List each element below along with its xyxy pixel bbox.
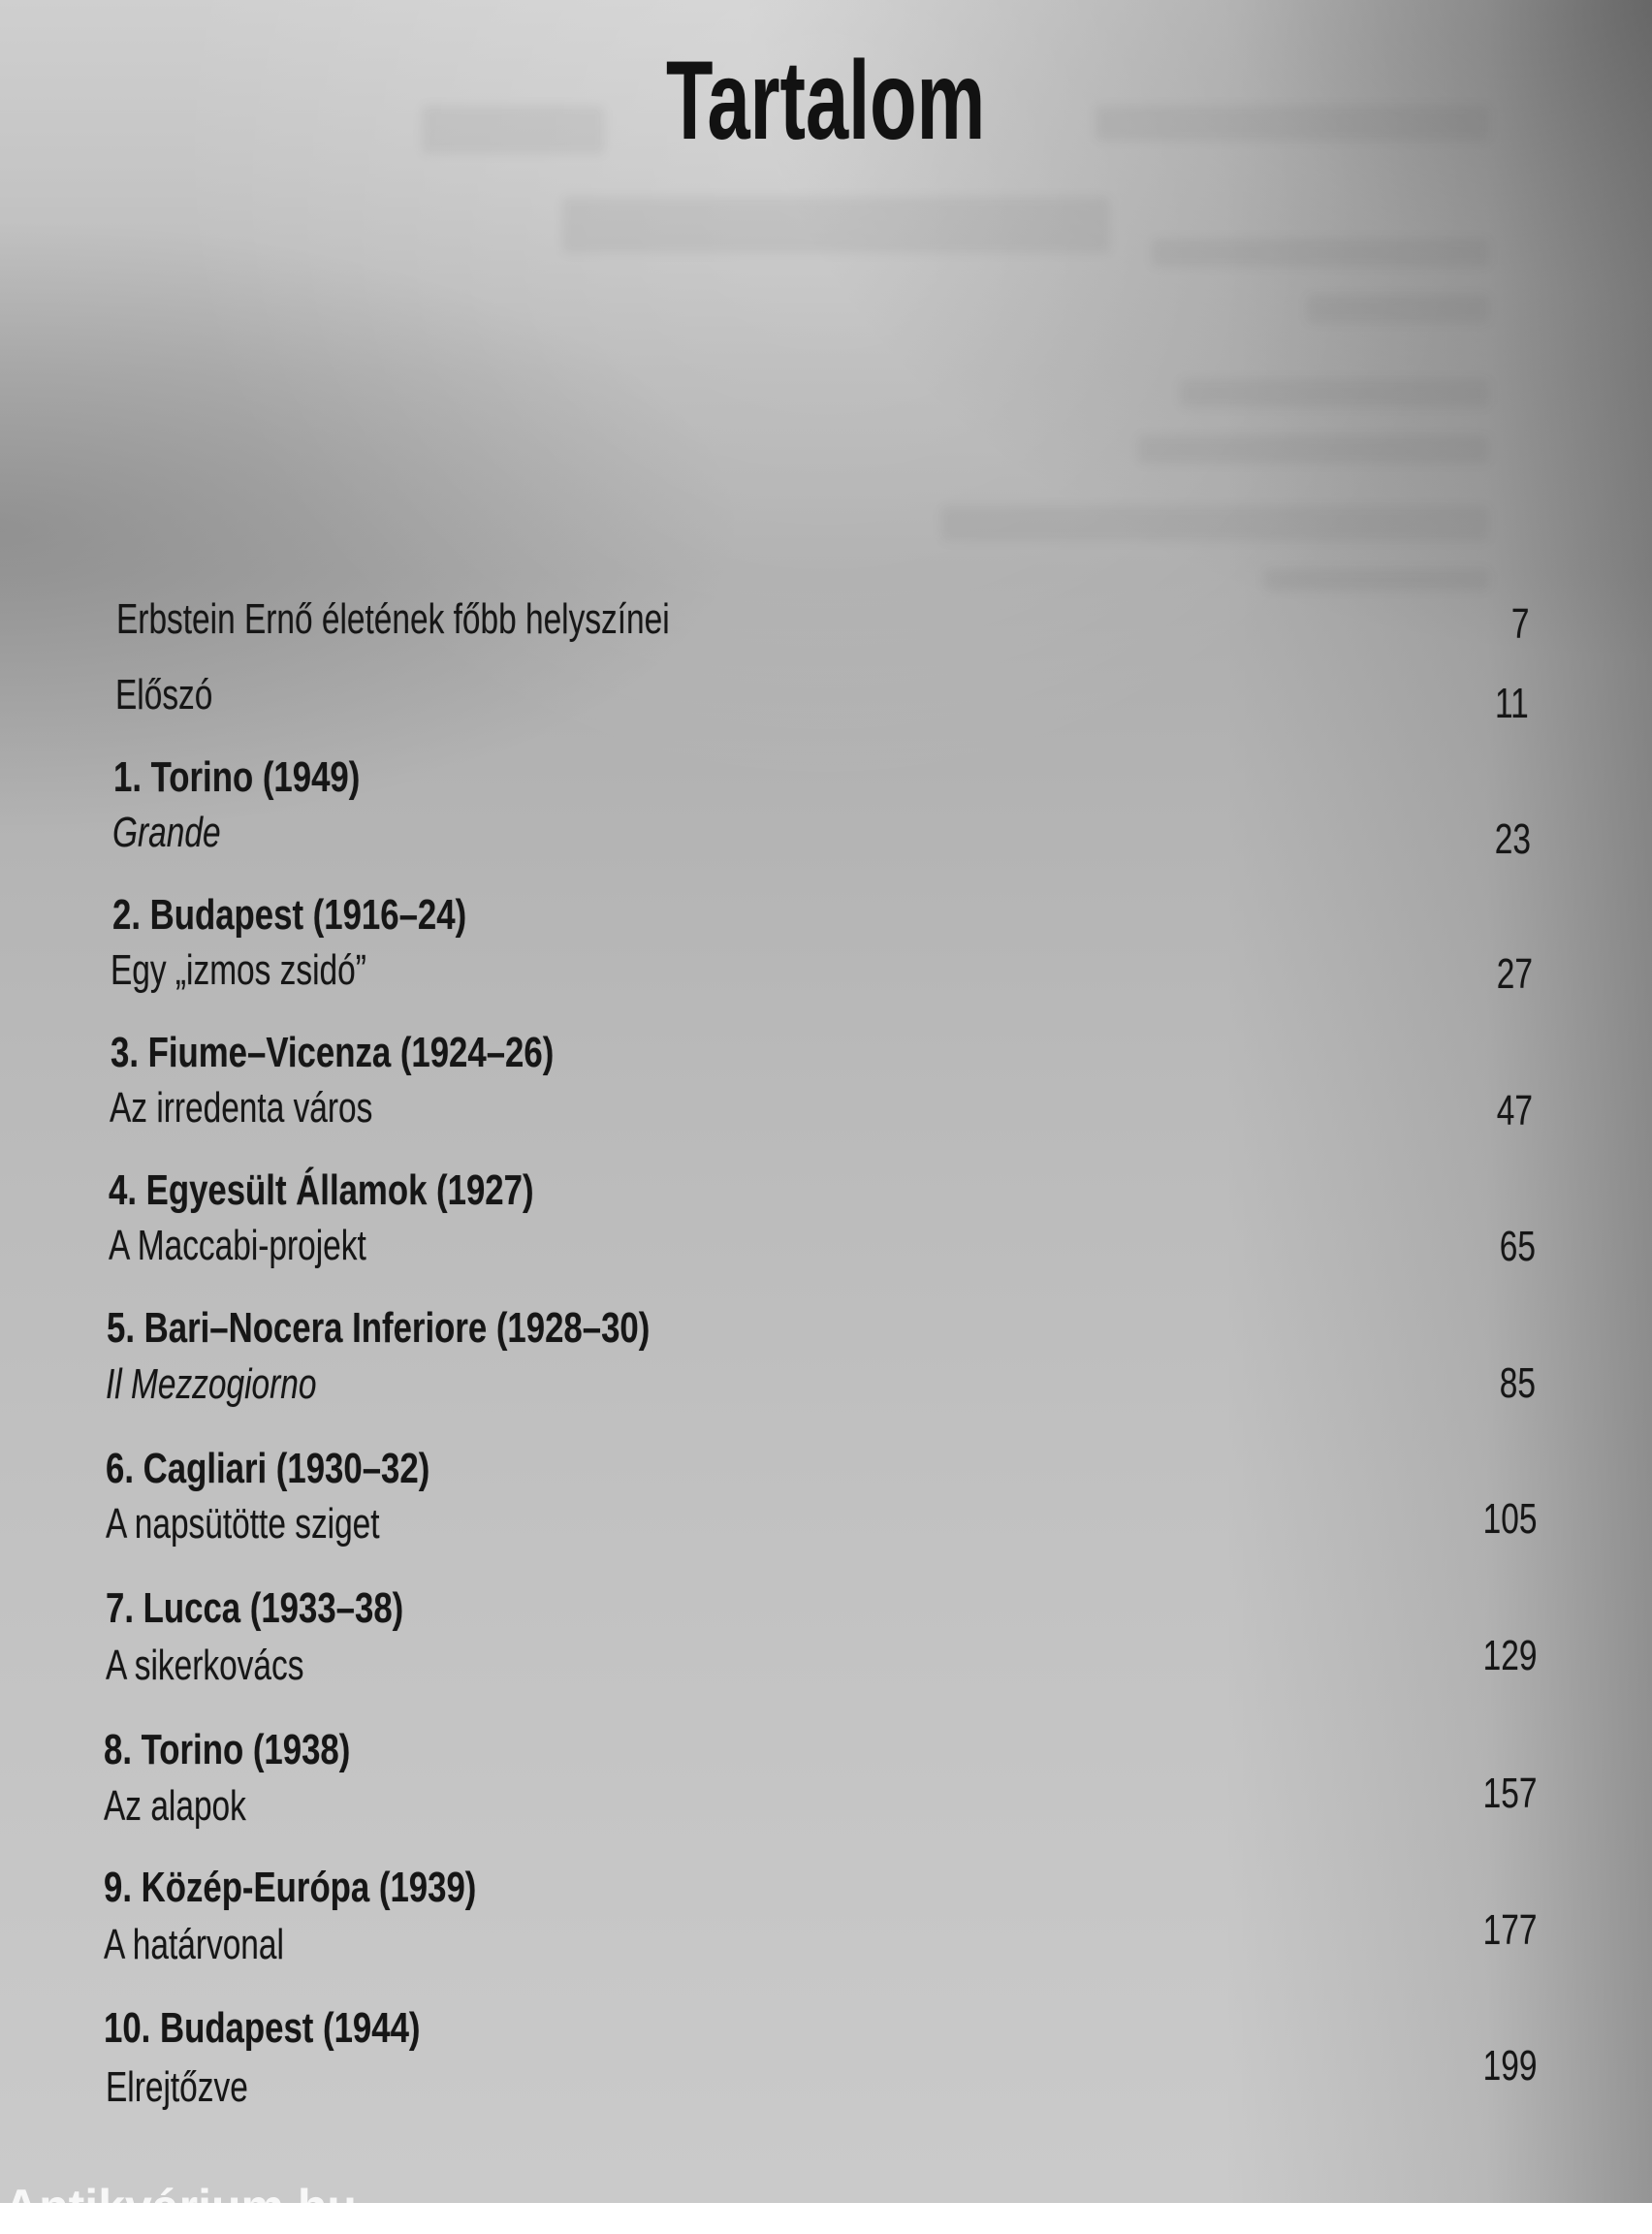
chapter-subtitle: Az alapok: [104, 1782, 246, 1830]
chapter-subtitle: A határvonal: [104, 1921, 284, 1968]
toc-entry: [97, 1444, 1551, 1549]
toc-entry: [97, 594, 1551, 650]
page-number: 129: [1482, 1632, 1537, 1679]
chapter-subtitle: Elrejtőzve: [106, 2063, 248, 2111]
page-number: 27: [1496, 950, 1533, 998]
toc-entry: [97, 1725, 1551, 1832]
chapter-subtitle: A sikerkovács: [106, 1642, 304, 1689]
chapter-subtitle: Az irredenta város: [110, 1084, 373, 1132]
toc-entry: [97, 1028, 1551, 1136]
chapter-subtitle: A Maccabi-projekt: [109, 1222, 366, 1269]
page-number: 47: [1496, 1087, 1533, 1134]
page-number: 11: [1495, 680, 1529, 727]
chapter-title: 6. Cagliari (1930–32): [106, 1445, 430, 1492]
toc-entry: [97, 1583, 1551, 1691]
page-number: 65: [1499, 1223, 1536, 1270]
chapter-title: 3. Fiume–Vicenza (1924–26): [111, 1029, 555, 1076]
page-number: 7: [1510, 600, 1529, 648]
section-title: Erbstein Ernő életének főbb helyszínei: [116, 595, 670, 643]
chapter-title: 9. Közép-Európa (1939): [104, 1864, 477, 1911]
toc-entry: [97, 752, 1551, 865]
chapter-title: 5. Bari–Nocera Inferiore (1928–30): [107, 1304, 651, 1352]
toc-entry: [97, 890, 1551, 1000]
page-number: 85: [1499, 1359, 1536, 1407]
chapter-title: 10. Budapest (1944): [104, 2004, 421, 2052]
toc-entry: [97, 1303, 1551, 1410]
toc-entry: [97, 2003, 1551, 2113]
watermark: Antikvárium.hu: [4, 2180, 357, 2234]
chapter-title: 8. Torino (1938): [104, 1726, 351, 1773]
chapter-title: 2. Budapest (1916–24): [112, 891, 467, 939]
chapter-title: 7. Lucca (1933–38): [106, 1584, 404, 1632]
chapter-title: 4. Egyesült Államok (1927): [109, 1166, 534, 1214]
watermark-clip: [0, 2180, 407, 2234]
page-number: 105: [1482, 1495, 1537, 1543]
chapter-subtitle: Grande: [112, 809, 221, 856]
page-number: 157: [1482, 1770, 1537, 1817]
chapter-subtitle: Egy „izmos zsidó”: [111, 946, 366, 994]
toc-entry: [97, 1165, 1551, 1272]
page-number: 177: [1482, 1906, 1537, 1954]
chapter-title: 1. Torino (1949): [113, 753, 361, 801]
page-title: Tartalom: [666, 39, 986, 163]
section-title: Előszó: [115, 671, 213, 718]
chapter-subtitle: Il Mezzogiorno: [106, 1360, 317, 1408]
page-number: 199: [1482, 2042, 1537, 2090]
toc-entry: [97, 670, 1551, 729]
toc-entry: [97, 1863, 1551, 1970]
chapter-subtitle: A napsütötte sziget: [106, 1500, 380, 1548]
page-number: 23: [1494, 815, 1531, 863]
